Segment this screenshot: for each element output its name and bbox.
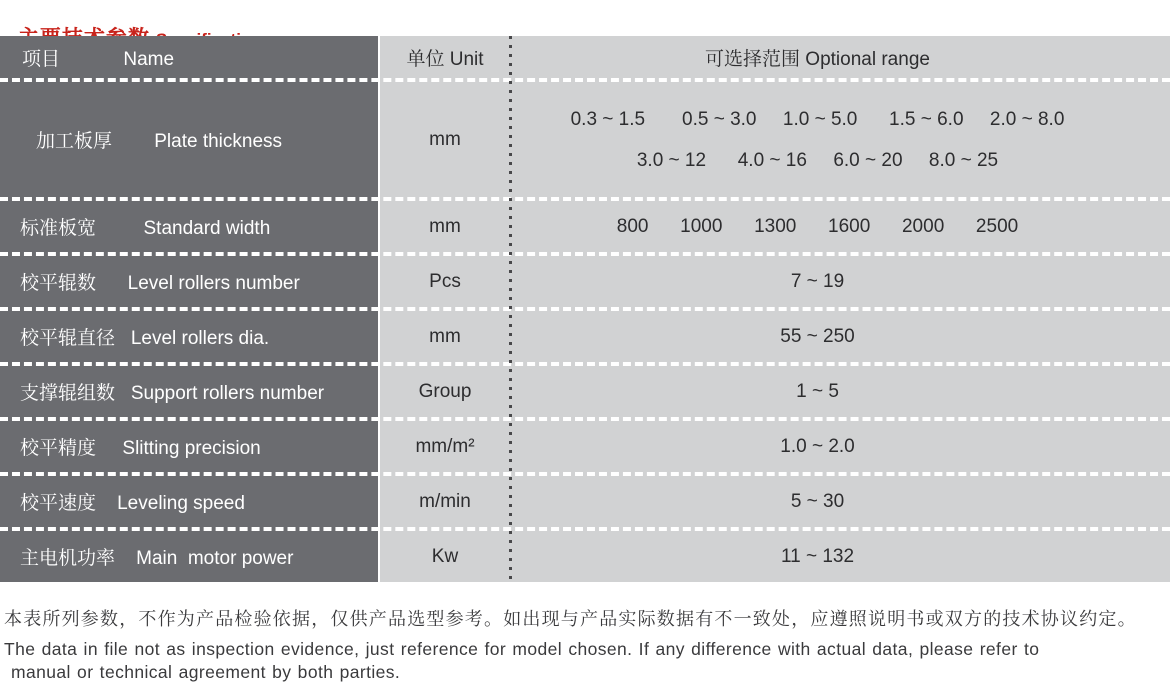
row-name-label: 校平辊直径 Level rollers dia.: [20, 328, 270, 349]
row-range-cell: [510, 531, 1170, 582]
table-row-level-rollers-number: [0, 252, 1170, 307]
range-values: 7 ~ 19: [790, 271, 845, 292]
range-values: 5 ~ 30: [790, 491, 845, 512]
row-unit-label: Kw: [431, 545, 459, 567]
row-unit-label: Group: [418, 380, 472, 402]
row-unit-cell: [380, 421, 510, 472]
header-unit-cell: [380, 36, 510, 78]
row-range-cell: [510, 256, 1170, 307]
row-range-cell: [510, 421, 1170, 472]
range-values: 1 ~ 5: [796, 381, 839, 402]
specifications-table: [0, 36, 1170, 583]
row-name-label: 校平辊数 Level rollers number: [20, 273, 300, 294]
row-unit-cell: [380, 531, 510, 582]
header-name-cell: [0, 36, 380, 78]
row-name-cell: [0, 201, 380, 252]
row-unit-cell: [380, 256, 510, 307]
range-values: 1.0 ~ 2.0: [780, 436, 855, 457]
table-row-standard-width: [0, 197, 1170, 252]
disclaimer-en-line1: The data in file not as inspection evidence, just reference for model chosen. If any difference with actual data, please refer to: [4, 639, 1040, 659]
row-range-cell: [510, 476, 1170, 527]
row-range-cell: [510, 201, 1170, 252]
range-values: 11 ~ 132: [780, 546, 855, 567]
disclaimer-en: [4, 638, 1166, 684]
row-unit-cell: [380, 82, 510, 197]
row-unit-cell: [380, 311, 510, 362]
row-name-label: 支撑辊组数 Support rollers number: [20, 383, 325, 404]
header-range-cell: [510, 36, 1170, 78]
row-name-cell: [0, 476, 380, 527]
range-values-line2: 3.0 ~ 12 4.0 ~ 16 6.0 ~ 20 8.0 ~ 25: [636, 149, 999, 171]
row-name-label: 加工板厚 Plate thickness: [36, 131, 283, 152]
row-unit-cell: [380, 366, 510, 417]
disclaimer-footer: [4, 606, 1166, 684]
table-row-slitting-precision: [0, 417, 1170, 472]
row-name-label: 主电机功率 Main motor power: [20, 548, 294, 569]
table-row-leveling-speed: [0, 472, 1170, 527]
row-name-cell: [0, 421, 380, 472]
row-name-cell: [0, 366, 380, 417]
row-name-cell: [0, 311, 380, 362]
disclaimer-cn: 本表所列参数，不作为产品检验依据，仅供产品选型参考。如出现与产品实际数据有不一致处，应遵照说明书或双方的技术协议约定。: [4, 609, 1137, 629]
row-unit-label: Pcs: [429, 270, 461, 292]
row-name-label: 校平精度 Slitting precision: [20, 438, 261, 459]
row-name-cell: [0, 82, 380, 197]
header-name-label: 项目 Name: [22, 48, 175, 70]
disclaimer-en-line2: manual or technical agreement by both parties.: [11, 662, 401, 682]
table-row-plate-thickness: [0, 78, 1170, 197]
row-range-cell: [510, 311, 1170, 362]
row-name-cell: [0, 531, 380, 582]
header-range-label: 可选择范围 Optional range: [705, 48, 930, 70]
row-unit-label: mm: [429, 215, 461, 237]
row-unit-cell: [380, 476, 510, 527]
row-range-cell: [510, 82, 1170, 197]
row-name-cell: [0, 256, 380, 307]
row-unit-label: mm/m²: [415, 435, 475, 457]
range-values: 800 1000 1300 1600 2000 2500: [616, 216, 1019, 237]
row-unit-label: mm: [429, 128, 461, 150]
row-unit-label: mm: [429, 325, 461, 347]
range-values-line1: 0.3 ~ 1.5 0.5 ~ 3.0 1.0 ~ 5.0 1.5 ~ 6.0 2.0 ~ 8.0: [570, 108, 1065, 130]
row-range-cell: [510, 366, 1170, 417]
row-name-label: 校平速度 Leveling speed: [20, 493, 245, 514]
table-header-row: [0, 36, 1170, 78]
row-name-label: 标准板宽 Standard width: [20, 218, 271, 239]
table-row-support-rollers-number: [0, 362, 1170, 417]
range-values: 55 ~ 250: [780, 326, 855, 347]
table-row-main-motor-power: [0, 527, 1170, 582]
header-unit-label: 单位 Unit: [406, 48, 484, 70]
table-row-level-rollers-dia: [0, 307, 1170, 362]
row-unit-label: m/min: [419, 490, 471, 512]
row-unit-cell: [380, 201, 510, 252]
